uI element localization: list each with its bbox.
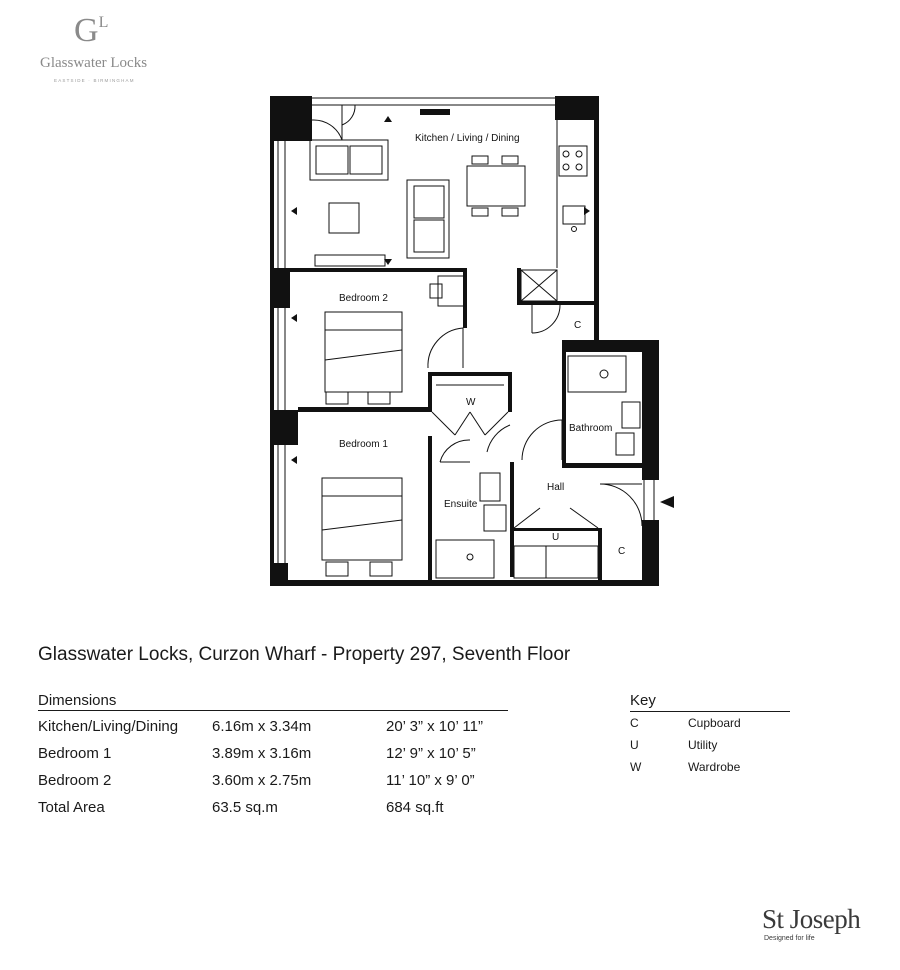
room-label-hall: Hall (547, 482, 565, 493)
key-code: U (630, 738, 639, 752)
key-item (630, 716, 790, 734)
room-label-bathroom: Bathroom (569, 423, 613, 434)
logo-location: EASTSIDE · BIRMINGHAM (54, 78, 135, 83)
logo-monogram: G $^L$ (74, 12, 107, 49)
key-meaning: Utility (688, 738, 718, 752)
st-joseph-logo (762, 904, 872, 948)
property-title: Glasswater Locks, Curzon Wharf - Property 297, Seventh Floor (38, 644, 571, 665)
marker-cupboard-kitchen: C (574, 320, 582, 331)
dimensions-row (38, 718, 518, 740)
key-item (630, 760, 790, 778)
dim-room: Bedroom 1 (38, 745, 112, 762)
key-meaning: Cupboard (688, 716, 741, 730)
room-label-ensuite: Ensuite (444, 499, 478, 510)
dimensions-row (38, 745, 518, 767)
room-label-bedroom-2: Bedroom 2 (339, 293, 388, 304)
marker-wardrobe: W (466, 397, 476, 408)
key-code: W (630, 760, 642, 774)
dimensions-heading: Dimensions (38, 692, 117, 709)
key-divider (630, 711, 790, 712)
dim-metric: 63.5 sq.m (212, 799, 278, 816)
room-label-bedroom-1: Bedroom 1 (339, 439, 388, 450)
dimensions-divider (38, 710, 508, 711)
dim-imperial: 12’ 9” x 10’ 5” (386, 745, 476, 762)
dimensions-row (38, 799, 518, 821)
key-item (630, 738, 790, 756)
dim-metric: 3.89m x 3.16m (212, 745, 312, 762)
dim-imperial: 20’ 3” x 10’ 11” (386, 718, 483, 735)
marker-utility: U (552, 532, 560, 543)
key-code: C (630, 716, 639, 730)
key-meaning: Wardrobe (688, 760, 741, 774)
dim-metric: 6.16m x 3.34m (212, 718, 312, 735)
st-joseph-name: St Joseph (762, 904, 861, 934)
dim-metric: 3.60m x 2.75m (212, 772, 312, 789)
key-heading: Key (630, 692, 656, 709)
marker-cupboard-hall: C (618, 546, 626, 557)
room-label-kitchen-living-dining: Kitchen / Living / Dining (415, 133, 520, 144)
dim-room: Total Area (38, 799, 105, 816)
dim-room: Kitchen/Living/Dining (38, 718, 179, 735)
dim-imperial: 684 sq.ft (386, 799, 444, 816)
dimensions-row (38, 772, 518, 794)
logo-name: Glasswater Locks (40, 55, 148, 71)
dim-room: Bedroom 2 (38, 772, 112, 789)
st-joseph-tagline: Designed for life (764, 935, 815, 942)
dim-imperial: 11’ 10” x 9’ 0” (386, 772, 475, 789)
